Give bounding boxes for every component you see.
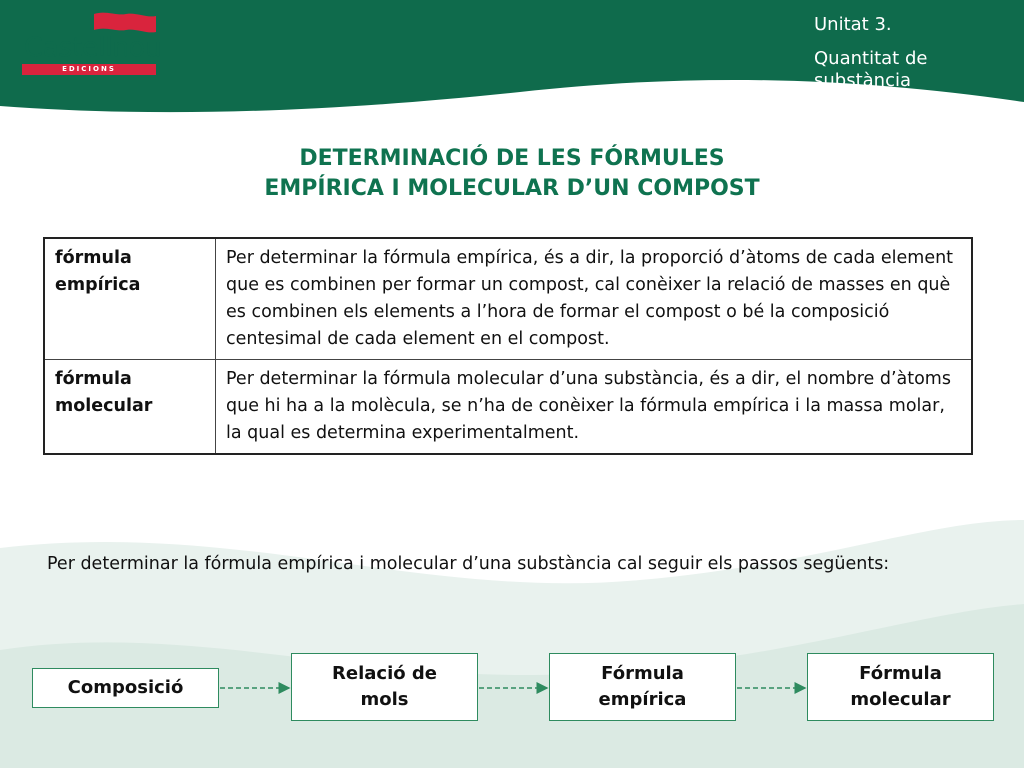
page-title <box>0 144 1024 204</box>
term-cell: fórmula molecular <box>44 360 216 455</box>
table-row <box>44 360 972 455</box>
unit-title: Quantitat de substància <box>814 48 928 91</box>
publisher-logo <box>22 10 162 80</box>
flow-step-empirical-formula: Fórmula empírica <box>549 653 736 721</box>
table-row <box>44 238 972 360</box>
flow-step-composition: Composició <box>32 668 219 708</box>
definition-cell: Per determinar la fórmula empírica, és a dir, la proporció d’àtoms de cada element que es combinen per formar un compost, cal conèixer la relació de masses en què es combinen els elements a l’hora de formar el compost o bé la composició centesimal de cada element en el compost. <box>216 238 973 360</box>
intro-text: Per determinar la fórmula empírica i molecular d’una substància cal seguir els passos següents: <box>47 554 890 574</box>
unit-header <box>814 14 1004 92</box>
term-cell: fórmula empírica <box>44 238 216 360</box>
flow-step-molecular-formula: Fórmula molecular <box>807 653 994 721</box>
definition-cell: Per determinar la fórmula molecular d’una substància, és a dir, el nombre d’àtoms que hi ha a la molècula, se n’ha de conèixer la fórmula empírica i la massa molar, la qual es determina experimentalment. <box>216 360 973 455</box>
flow-step-mole-ratio: Relació de mols <box>291 653 478 721</box>
logo-subtitle: EDICIONS <box>22 64 156 75</box>
title-line-2: EMPÍRICA I MOLECULAR D’UN COMPOST <box>264 176 760 201</box>
title-line-1: DETERMINACIÓ DE LES FÓRMULES <box>299 146 725 171</box>
unit-number: Unitat 3. <box>814 14 892 35</box>
definitions-table <box>43 237 973 455</box>
logo-brand: Castellnou <box>24 32 162 63</box>
